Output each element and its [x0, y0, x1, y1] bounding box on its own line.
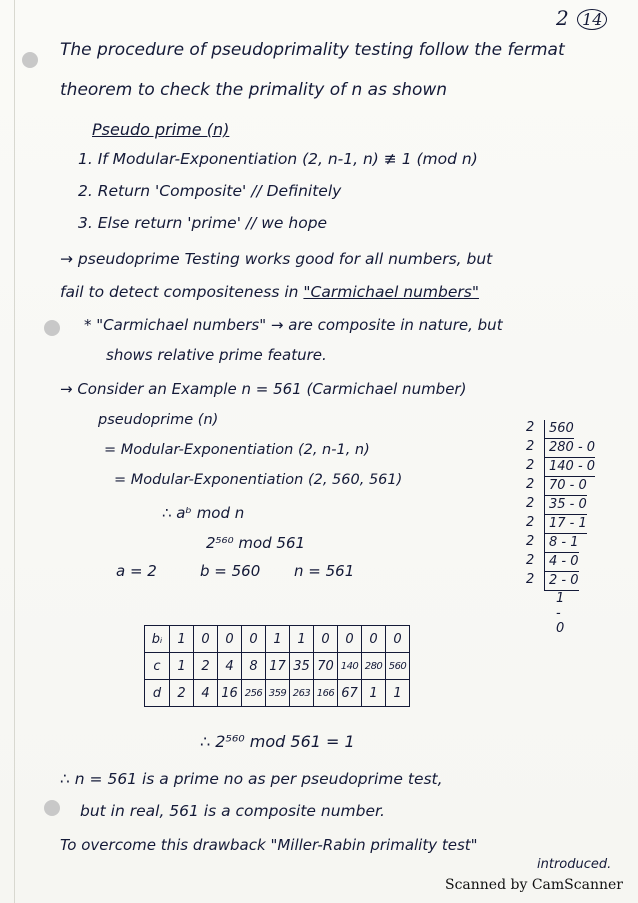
table-row	[145, 626, 410, 653]
division-remainder: 1	[578, 516, 587, 531]
page-number-circled: 14	[577, 9, 607, 30]
division-quotient: 280	[549, 440, 574, 455]
table-cell: 0	[218, 626, 242, 653]
table-row-label: bᵢ	[145, 626, 170, 653]
division-final: 1 - 0	[556, 591, 565, 636]
table-cell: 0	[194, 626, 218, 653]
table-cell: 8	[242, 653, 266, 680]
division-quotient: 17	[549, 516, 566, 531]
table-cell: 0	[386, 626, 410, 653]
division-divisor: 2	[526, 553, 535, 568]
division-divisor: 2	[526, 477, 535, 492]
closing-line-2: introduced.	[537, 857, 612, 872]
conclusion-line-1: ∴ n = 561 is a prime no as per pseudoprime test,	[60, 770, 443, 788]
division-remainder: 0	[586, 440, 596, 455]
division-value	[544, 420, 574, 439]
division-quotient: 2	[549, 573, 558, 588]
table-cell: 70	[314, 653, 338, 680]
division-value: 17 - 1	[544, 515, 587, 534]
division-remainder: 0	[586, 459, 596, 474]
table-cell: 1	[362, 680, 386, 707]
table-cell: 0	[362, 626, 386, 653]
carmichael-highlight: "Carmichael numbers"	[303, 283, 479, 301]
definition-line-1: * "Carmichael numbers" → are composite in nature, but	[84, 316, 503, 334]
division-divisor: 2	[526, 572, 535, 587]
example-a: a = 2	[116, 562, 157, 580]
division-quotient: 35	[549, 497, 566, 512]
division-value: 4 - 0	[544, 553, 579, 572]
division-divisor: 2	[526, 515, 535, 530]
table-cell: 263	[290, 680, 314, 707]
division-remainder: 0	[570, 554, 579, 569]
table-cell: 2	[194, 653, 218, 680]
division-value: 280 - 0	[544, 439, 595, 458]
division-remainder: 1	[570, 535, 579, 550]
conclusion-line-2: but in real, 561 is a composite number.	[80, 802, 385, 820]
table-cell: 0	[338, 626, 362, 653]
binder-hole	[44, 800, 60, 816]
division-quotient: 4	[549, 554, 558, 569]
division-value: 8 - 1	[544, 534, 579, 553]
division-quotient: 560	[549, 421, 574, 436]
division-value: 70 - 0	[544, 477, 587, 496]
example-n: n = 561	[294, 562, 355, 580]
table-cell: 1	[170, 653, 194, 680]
closing-line-1: To overcome this drawback "Miller-Rabin primality test"	[60, 836, 478, 854]
division-remainder: 0	[578, 497, 587, 512]
division-value: 140 - 0	[544, 458, 595, 477]
table-cell: 2	[170, 680, 194, 707]
table-row	[145, 680, 410, 707]
note-line-2-text: fail to detect compositeness in	[60, 283, 304, 301]
table-cell: 1	[386, 680, 410, 707]
intro-line-2: theorem to check the primality of n as shown	[60, 80, 448, 100]
table-cell: 16	[218, 680, 242, 707]
definition-line-2: shows relative prime feature.	[106, 346, 327, 364]
table-cell: 359	[266, 680, 290, 707]
division-divisor: 2	[526, 534, 535, 549]
algorithm-step-1: 1. If Modular-Exponentiation (2, n-1, n) ≢ 1 (mod n)	[78, 150, 478, 168]
page-number	[556, 6, 607, 30]
division-value: 2 - 0	[544, 572, 579, 591]
table-cell: 140	[338, 653, 362, 680]
division-divisor: 2	[526, 458, 535, 473]
table-cell: 560	[386, 653, 410, 680]
binder-hole	[22, 52, 38, 68]
division-quotient: 8	[549, 535, 558, 550]
table-cell: 1	[170, 626, 194, 653]
table-cell: 280	[362, 653, 386, 680]
table-cell: 1	[266, 626, 290, 653]
note-line-1: → pseudoprime Testing works good for all numbers, but	[60, 250, 493, 268]
note-line-2	[60, 283, 479, 301]
table-row-label: d	[145, 680, 170, 707]
example-line-2: = Modular-Exponentiation (2, n-1, n)	[104, 442, 370, 458]
table-cell: 1	[290, 626, 314, 653]
table-cell: 67	[338, 680, 362, 707]
table-cell: 4	[194, 680, 218, 707]
scanner-watermark: Scanned by CamScanner	[445, 877, 623, 893]
example-intro: → Consider an Example n = 561 (Carmichael number)	[60, 380, 467, 398]
table-cell: 4	[218, 653, 242, 680]
table-cell: 17	[266, 653, 290, 680]
algorithm-name: Pseudo prime (n)	[92, 120, 230, 139]
example-line-3: = Modular-Exponentiation (2, 560, 561)	[114, 472, 403, 488]
division-value: 35 - 0	[544, 496, 587, 515]
page-number-main: 2	[556, 6, 569, 30]
exponentiation-table	[144, 625, 410, 707]
example-formula: ∴ aᵇ mod n	[162, 504, 245, 522]
division-quotient: 70	[549, 478, 566, 493]
example-power-mod: 2⁵⁶⁰ mod 561	[206, 534, 306, 552]
table-cell: 256	[242, 680, 266, 707]
intro-line-1: The procedure of pseudoprimality testing follow the fermat	[60, 40, 565, 60]
division-remainder: 0	[578, 478, 587, 493]
division-divisor: 2	[526, 439, 535, 454]
table-cell: 0	[314, 626, 338, 653]
table-cell: 0	[242, 626, 266, 653]
table-row-label: c	[145, 653, 170, 680]
algorithm-step-2: 2. Return 'Composite' // Definitely	[78, 182, 342, 200]
division-quotient: 140	[549, 459, 574, 474]
table-row	[145, 653, 410, 680]
example-b: b = 560	[200, 562, 261, 580]
division-divisor: 2	[526, 420, 535, 435]
table-cell: 35	[290, 653, 314, 680]
example-line-1: pseudoprime (n)	[98, 412, 219, 428]
division-divisor: 2	[526, 496, 535, 511]
division-remainder: 0	[570, 573, 579, 588]
result-line: ∴ 2⁵⁶⁰ mod 561 = 1	[200, 732, 355, 751]
binder-hole	[44, 320, 60, 336]
algorithm-step-3: 3. Else return 'prime' // we hope	[78, 214, 328, 232]
table-cell: 166	[314, 680, 338, 707]
